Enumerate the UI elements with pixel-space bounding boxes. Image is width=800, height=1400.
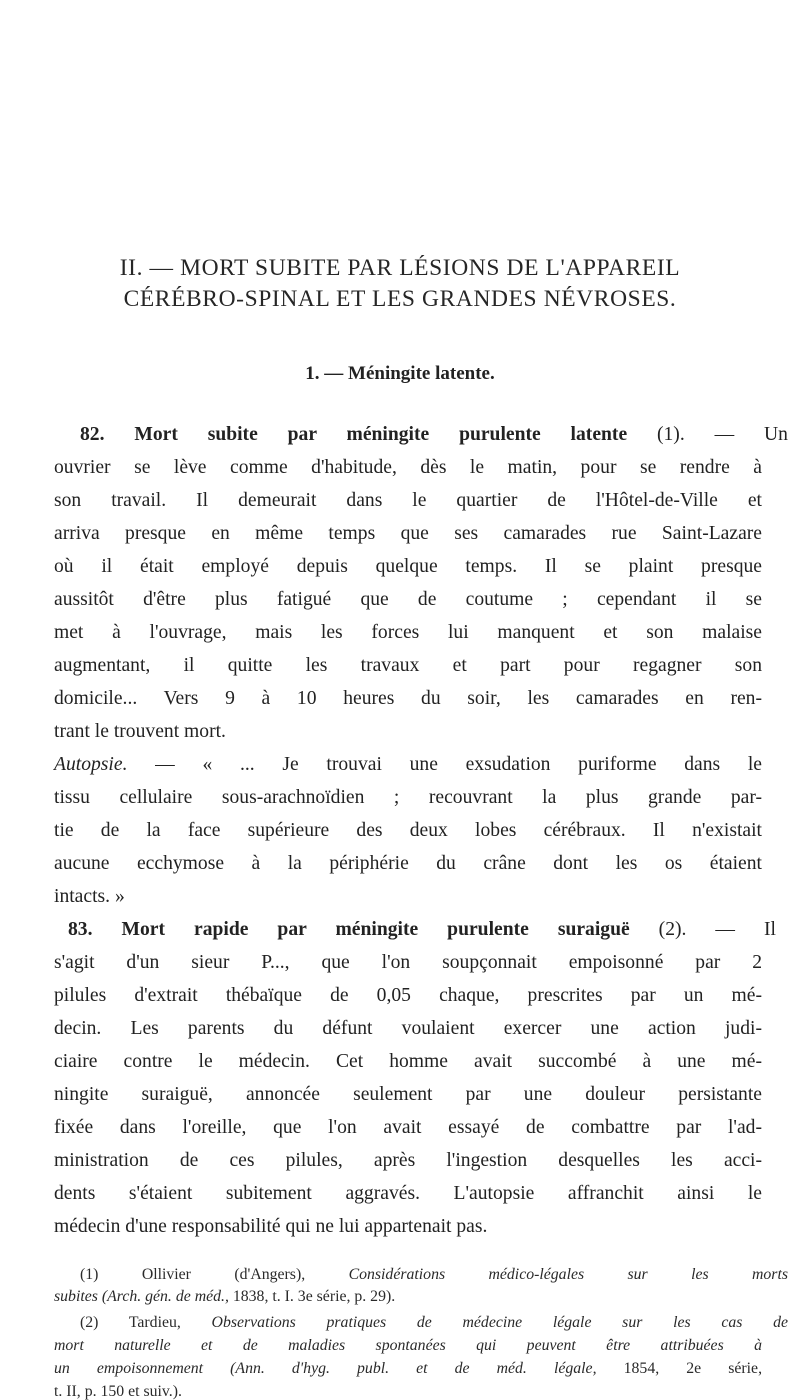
autopsy-line: tie de la face supérieure des deux lobes cérébraux. Il n'existait — [54, 820, 762, 841]
case-82-number: 82. — [80, 424, 105, 445]
footnote-1-line — [54, 1289, 762, 1305]
footnote-1-title: Considérations médico-légales sur les morts — [348, 1266, 788, 1283]
autopsy-line: intacts. » — [54, 886, 125, 907]
case-82-line: ouvrier se lève comme d'habitude, dès le matin, pour se rendre à — [54, 457, 762, 478]
footnote-1-details: 1838, t. I. 3e série, p. 29). — [232, 1288, 396, 1305]
case-83-number: 83. — [68, 919, 93, 940]
case-82-note-ref: (1). — [656, 424, 685, 445]
case-83-note-ref: (2). — [658, 919, 687, 940]
case-82-text-start: — Un — [714, 424, 788, 445]
chapter-title-line-1: II. — MORT SUBITE PAR LÉSIONS DE L'APPAREIL — [119, 255, 681, 281]
footnote-1-line — [54, 1267, 788, 1283]
footnote-2-journal: (Ann. d'hyg. publ. et de méd. légale, — [230, 1360, 597, 1377]
section-title: Méningite latente. — [348, 363, 495, 384]
autopsy-text-start: — « ... Je trouvai une exsudation puriforme dans le — [155, 754, 762, 775]
case-82-heading-line — [54, 425, 788, 445]
autopsy-label: Autopsie. — [54, 754, 128, 775]
case-82-line: aussitôt d'être plus fatigué que de coutume ; cependant il se — [54, 589, 762, 610]
footnote-2-title: un empoisonnement — [54, 1360, 204, 1377]
footnote-1-journal: (Arch. gén. de méd., — [101, 1288, 229, 1305]
footnote-1-title: subites — [54, 1288, 98, 1305]
case-83-line: ciaire contre le médecin. Cet homme avait succombé à une mé- — [54, 1051, 762, 1072]
footnote-2-line: t. II, p. 150 et suiv.). — [54, 1383, 182, 1400]
footnote-2-line — [54, 1338, 762, 1354]
footnote-2-title: Observations pratiques de médecine légale sur les cas de — [211, 1314, 789, 1331]
footnote-2-title: mort naturelle et de maladies spontanées qui peuvent être attribuées à — [54, 1337, 762, 1354]
case-83-line: decin. Les parents du défunt voulaient exercer une action judi- — [54, 1018, 762, 1039]
chapter-title-line-2: CÉRÉBRO-SPINAL ET LES GRANDES NÉVROSES. — [123, 286, 677, 312]
case-83-heading: Mort rapide par méningite purulente suraiguë — [121, 919, 630, 940]
case-83-line: ningite suraiguë, annoncée seulement par une douleur persistante — [54, 1084, 762, 1105]
case-82-line: met à l'ouvrage, mais les forces lui manquent et son malaise — [54, 622, 762, 643]
case-82-line: domicile... Vers 9 à 10 heures du soir, les camarades en ren- — [54, 688, 762, 709]
footnote-2-details: 1854, 2e série, — [623, 1360, 763, 1377]
case-83-line: fixée dans l'oreille, que l'on avait essayé de combattre par l'ad- — [54, 1117, 762, 1138]
case-83-text-start: — Il — [715, 919, 776, 940]
case-83-line: médecin d'une responsabilité qui ne lui appartenait pas. — [54, 1216, 488, 1237]
case-82-line: augmentant, il quitte les travaux et part pour regagner son — [54, 655, 762, 676]
case-83-line: dents s'étaient subitement aggravés. L'autopsie affranchit ainsi le — [54, 1183, 762, 1204]
autopsy-line: aucune ecchymose à la périphérie du crâne dont les os étaient — [54, 853, 762, 874]
autopsy-line — [54, 755, 762, 775]
case-82-heading: Mort subite par méningite purulente latente — [134, 424, 628, 445]
case-83-line: ministration de ces pilules, après l'ingestion desquelles les acci- — [54, 1150, 762, 1171]
footnote-2-line — [54, 1361, 762, 1377]
case-83-line: pilules d'extrait thébaïque de 0,05 chaque, prescrites par un mé- — [54, 985, 762, 1006]
case-82-line: son travail. Il demeurait dans le quartier de l'Hôtel-de-Ville et — [54, 490, 762, 511]
footnote-2-author: Tardieu, — [128, 1314, 181, 1331]
autopsy-line: tissu cellulaire sous-arachnoïdien ; recouvrant la plus grande par- — [54, 787, 762, 808]
footnote-1-mark: (1) — [80, 1266, 99, 1283]
case-83-heading-line — [54, 920, 776, 940]
section-number: 1. — — [305, 363, 344, 384]
case-83-line: s'agit d'un sieur P..., que l'on soupçonnait empoisonné par 2 — [54, 952, 762, 973]
footnote-1-author: Ollivier (d'Angers), — [141, 1266, 306, 1283]
case-82-line: où il était employé depuis quelque temps. Il se plaint presque — [54, 556, 762, 577]
footnote-2-line — [54, 1315, 788, 1331]
footnote-2-mark: (2) — [80, 1314, 99, 1331]
section-heading — [0, 363, 800, 385]
case-82-line: arriva presque en même temps que ses camarades rue Saint-Lazare — [54, 523, 762, 544]
case-82-line: trant le trouvent mort. — [54, 721, 226, 742]
